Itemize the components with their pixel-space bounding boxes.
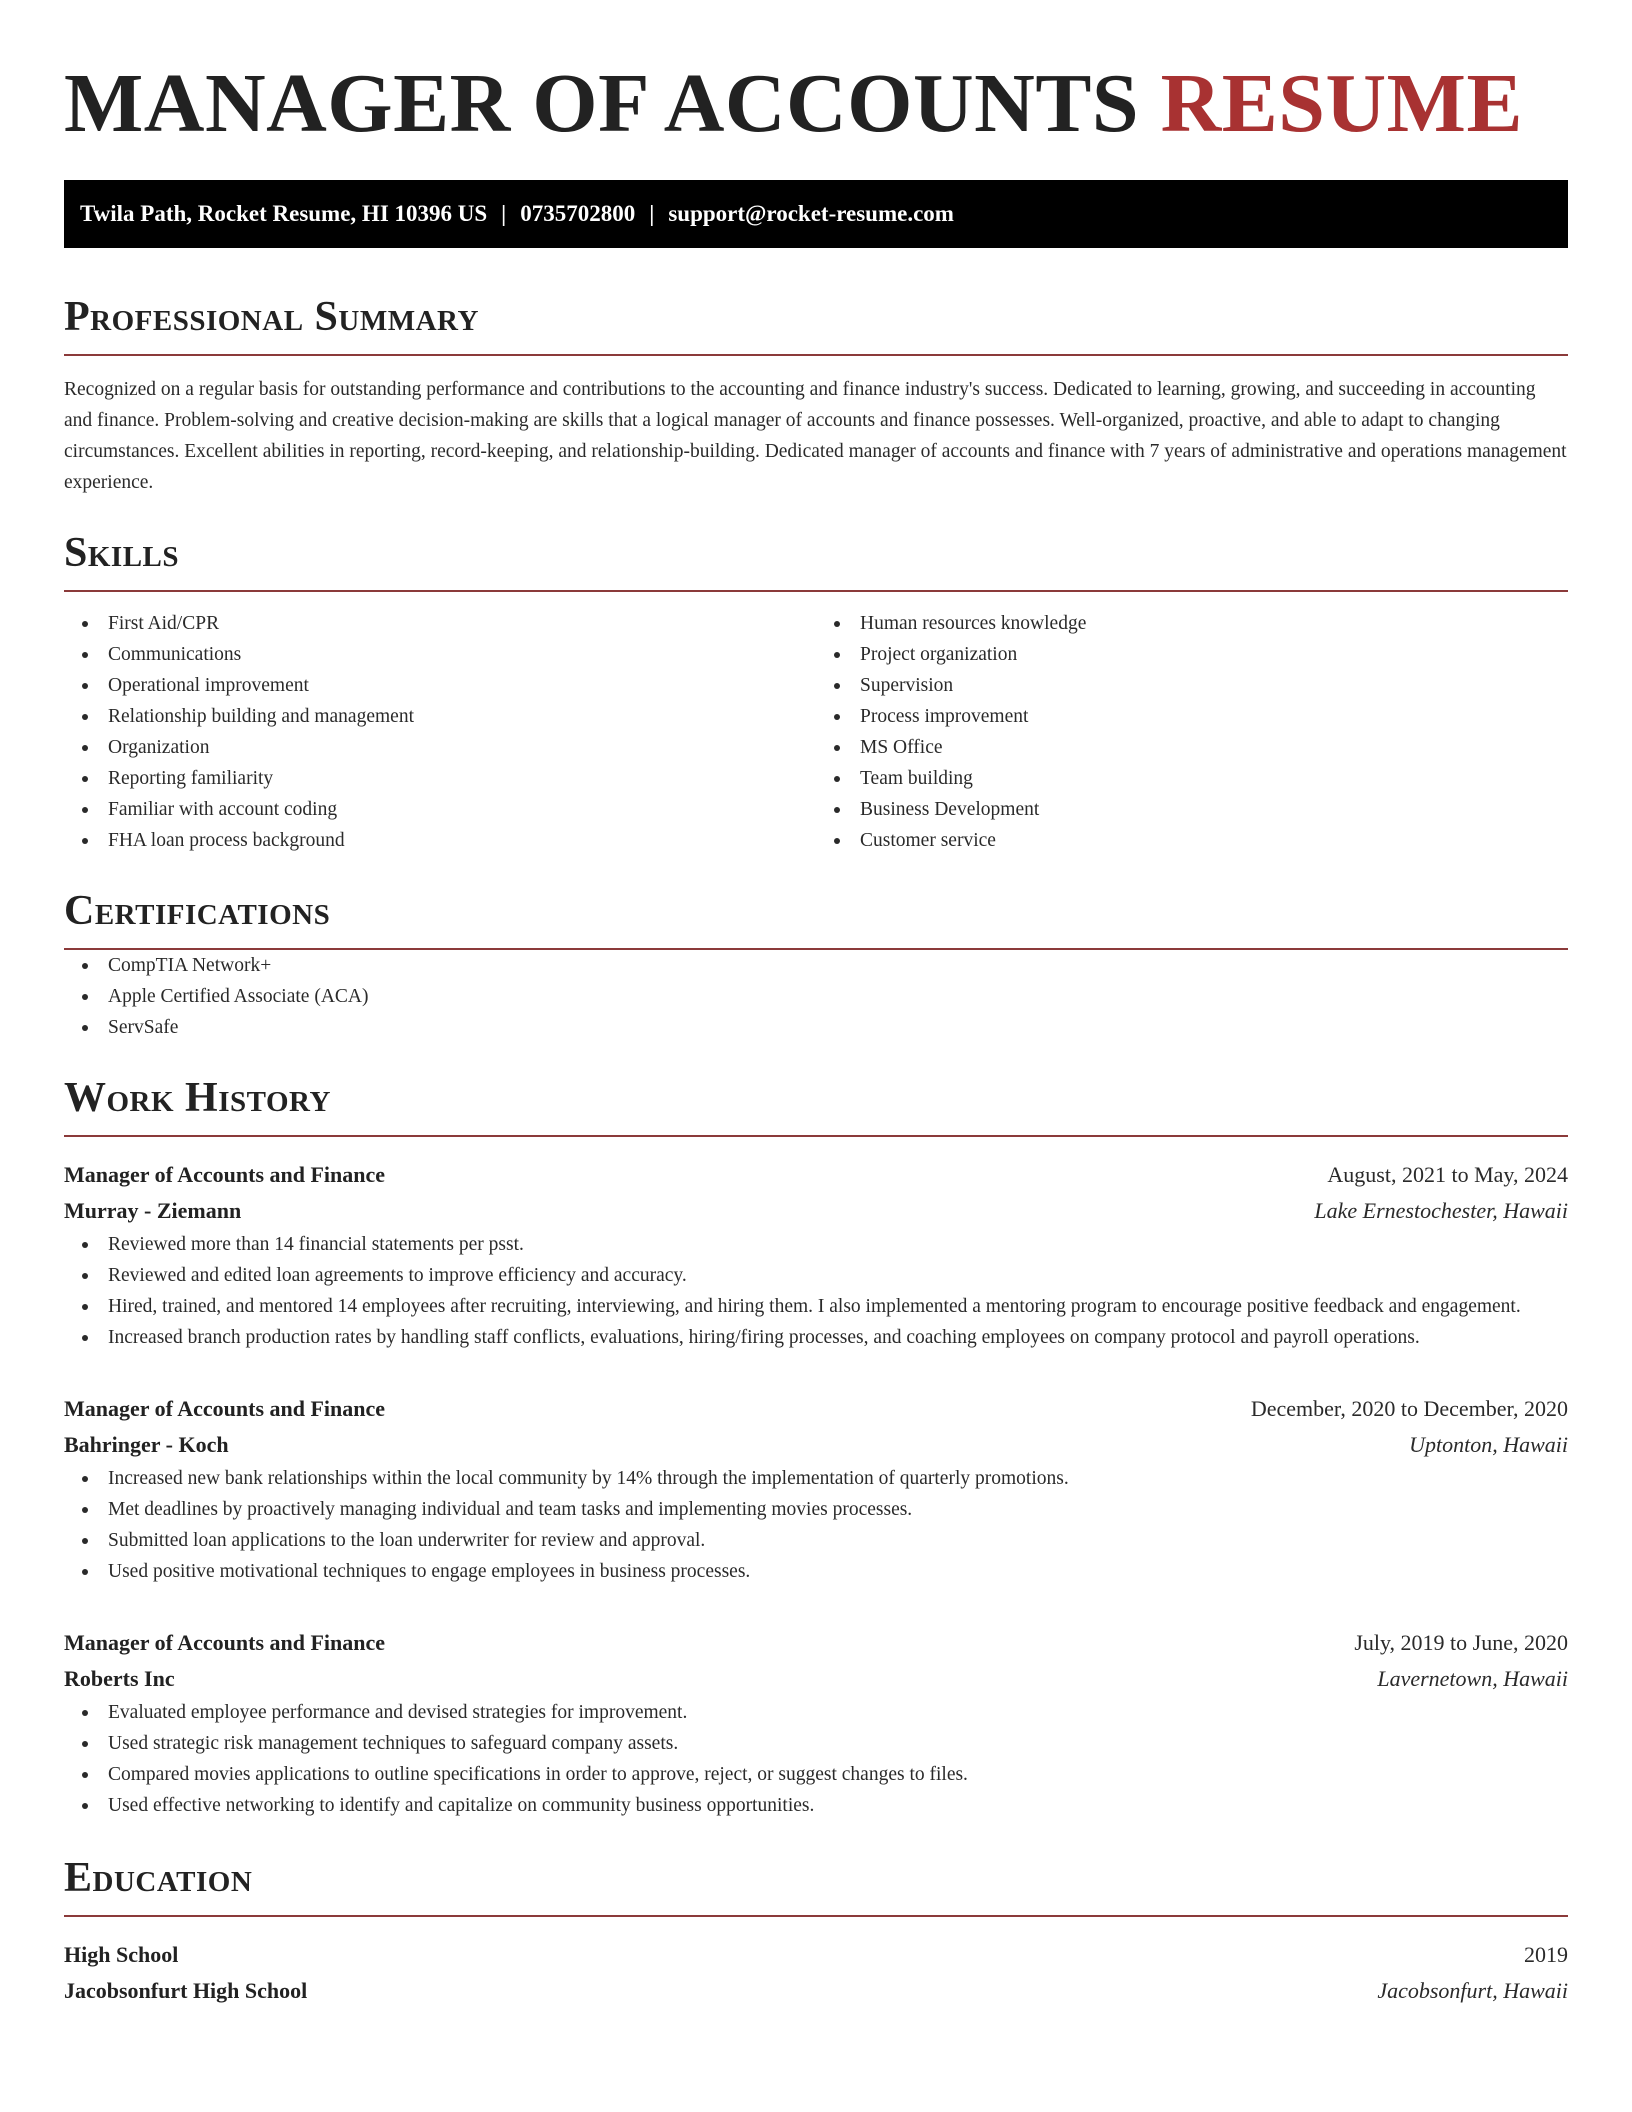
skill-item: Organization [64,732,816,763]
duty-item: Used strategic risk management techniques to safeguard company assets. [64,1728,1568,1759]
duty-item: Met deadlines by proactively managing individual and team tasks and implementing movies processes. [64,1494,1568,1525]
skill-item: Business Development [816,794,1568,825]
skills-column-right [816,608,1568,856]
skill-item: Process improvement [816,701,1568,732]
education-entry [64,1937,1568,2009]
skill-item: Operational improvement [64,670,816,701]
skill-item: Team building [816,763,1568,794]
resume-title [64,56,1568,152]
job-location: Lake Ernestochester, Hawaii [1314,1198,1568,1223]
contact-email: support@rocket-resume.com [668,201,954,226]
contact-phone: 0735702800 [520,201,636,226]
skill-item: First Aid/CPR [64,608,816,639]
section-divider [64,1915,1568,1917]
contact-separator: | [501,201,507,226]
job-company: Murray - Ziemann [64,1198,242,1223]
duty-item: Used positive motivational techniques to engage employees in business processes. [64,1556,1568,1587]
skill-item: Human resources knowledge [816,608,1568,639]
certification-item: CompTIA Network+ [64,950,1568,981]
job-entry [64,1391,1568,1587]
section-divider [64,590,1568,592]
skill-item: FHA loan process background [64,825,816,856]
skill-item: Reporting familiarity [64,763,816,794]
job-title: Manager of Accounts and Finance [64,1396,386,1421]
duty-item: Compared movies applications to outline specifications in order to approve, reject, or suggest changes to files. [64,1759,1568,1790]
duty-item: Increased new bank relationships within the local community by 14% through the implementation of quarterly promotions. [64,1463,1568,1494]
job-title: Manager of Accounts and Finance [64,1630,386,1655]
education-school-row [64,1973,1568,2009]
job-header-row [64,1391,1568,1427]
section-divider [64,1135,1568,1137]
summary-heading: Professional Summary [64,294,479,340]
skill-item: Supervision [816,670,1568,701]
job-header-row [64,1157,1568,1193]
title-main: MANAGER OF ACCOUNTS [64,57,1140,150]
certifications-list [64,950,1568,1043]
contact-address: Twila Path, Rocket Resume, HI 10396 US [80,201,488,226]
job-company: Bahringer - Koch [64,1432,229,1457]
duty-item: Increased branch production rates by handling staff conflicts, evaluations, hiring/firing processes, and coaching employees on company protocol and payroll operations. [64,1322,1568,1353]
skill-item: Communications [64,639,816,670]
duty-item: Reviewed and edited loan agreements to improve efficiency and accuracy. [64,1260,1568,1291]
certifications-heading: Certifications [64,888,331,934]
duty-item: Reviewed more than 14 financial statements per psst. [64,1229,1568,1260]
job-company-row [64,1661,1568,1697]
skill-item: Familiar with account coding [64,794,816,825]
duty-item: Evaluated employee performance and devised strategies for improvement. [64,1697,1568,1728]
certification-item: Apple Certified Associate (ACA) [64,981,1568,1012]
work-history-heading: Work History [64,1075,331,1121]
skills-column-left [64,608,816,856]
education-year: 2019 [1524,1942,1568,1967]
job-header-row [64,1625,1568,1661]
job-duties [64,1697,1568,1821]
job-dates: August, 2021 to May, 2024 [1327,1162,1568,1187]
education-location: Jacobsonfurt, Hawaii [1377,1978,1568,2003]
skills-list [64,608,1568,856]
education-degree: High School [64,1942,179,1967]
contact-separator: | [649,201,655,226]
job-location: Lavernetown, Hawaii [1377,1666,1568,1691]
contact-bar [64,180,1568,248]
skill-item: Customer service [816,825,1568,856]
duty-item: Used effective networking to identify and capitalize on community business opportunities. [64,1790,1568,1821]
job-duties [64,1229,1568,1353]
job-dates: December, 2020 to December, 2020 [1250,1396,1568,1421]
job-location: Uptonton, Hawaii [1409,1432,1568,1457]
title-accent: RESUME [1160,57,1523,150]
skill-item: Relationship building and management [64,701,816,732]
job-company-row [64,1427,1568,1463]
summary-text: Recognized on a regular basis for outstanding performance and contributions to the accounting and finance industry's success. Dedicated to learning, growing, and succeeding in accounting and finance. Problem-solving and creative decision-making are skills that a logical manager of accounts and finance possesses. Well-organized, proactive, and able to adapt to changing circumstances. Excellent abilities in reporting, record-keeping, and relationship-building. Dedicated manager of accounts and finance with 7 years of administrative and operations management experience. [64,379,1567,493]
job-duties [64,1463,1568,1587]
skills-heading: Skills [64,530,180,576]
education-heading: Education [64,1855,253,1901]
education-degree-row [64,1937,1568,1973]
job-title: Manager of Accounts and Finance [64,1162,386,1187]
duty-item: Hired, trained, and mentored 14 employees after recruiting, interviewing, and hiring them. I also implemented a mentoring program to encourage positive feedback and engagement. [64,1291,1568,1322]
job-dates: July, 2019 to June, 2020 [1354,1630,1568,1655]
section-divider [64,354,1568,356]
duty-item: Submitted loan applications to the loan underwriter for review and approval. [64,1525,1568,1556]
skill-item: Project organization [816,639,1568,670]
job-company: Roberts Inc [64,1666,175,1691]
job-entry [64,1157,1568,1353]
skill-item: MS Office [816,732,1568,763]
job-company-row [64,1193,1568,1229]
certification-item: ServSafe [64,1012,1568,1043]
education-school: Jacobsonfurt High School [64,1978,308,2003]
job-entry [64,1625,1568,1821]
